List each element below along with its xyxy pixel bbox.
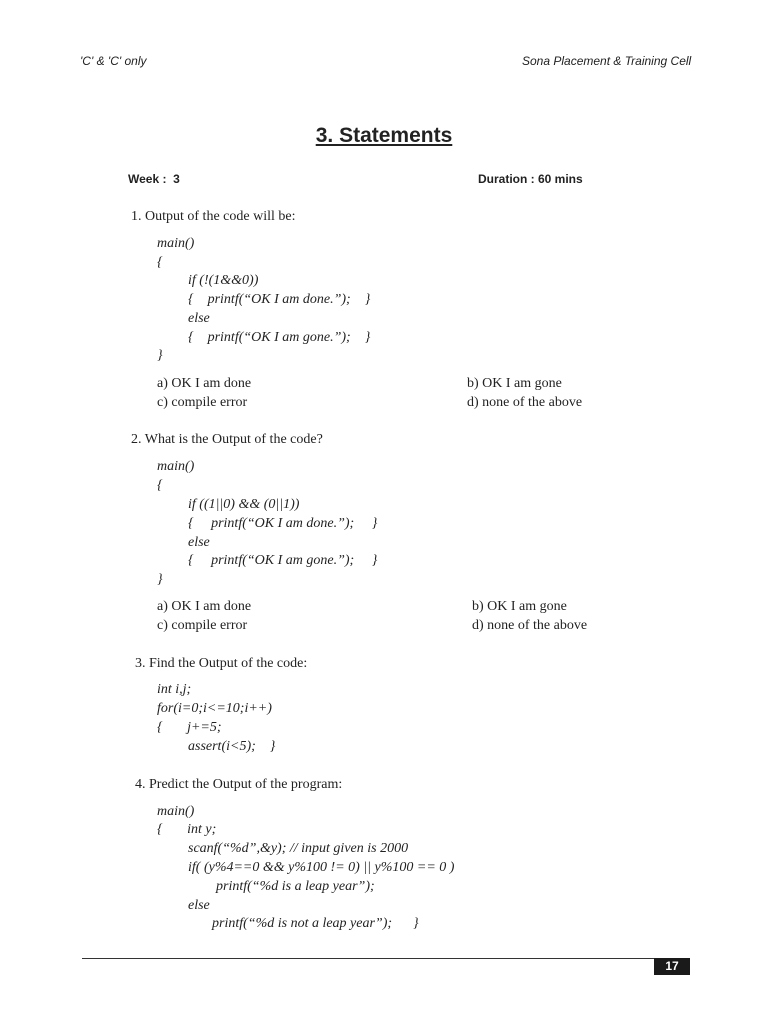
- option-d: d) none of the above: [467, 395, 583, 410]
- code-line: assert(i<5); }: [188, 739, 276, 754]
- code-line: else: [188, 898, 210, 913]
- code-line: { printf(“OK I am done.”); }: [188, 292, 371, 307]
- page-title: 3. Statements: [315, 124, 453, 147]
- code-line: main(): [157, 804, 195, 819]
- code-line: if (!(1&&0)): [188, 273, 259, 288]
- page-number: 17: [654, 958, 690, 975]
- code-line: scanf(“%d”,&y); // input given is 2000: [188, 841, 409, 856]
- code-line: { printf(“OK I am gone.”); }: [188, 553, 378, 568]
- footer-rule: [82, 958, 690, 959]
- code-line: if ((1||0) && (0||1)): [188, 497, 300, 512]
- question-3-stem: 3. Find the Output of the code:: [135, 656, 308, 671]
- code-line: {: [157, 255, 163, 270]
- option-d: d) none of the above: [472, 618, 588, 633]
- code-line: for(i=0;i<=10;i++): [157, 701, 272, 716]
- code-line: else: [188, 535, 210, 550]
- code-line: { printf(“OK I am done.”); }: [188, 516, 378, 531]
- question-2-stem: 2. What is the Output of the code?: [131, 432, 323, 447]
- code-line: main(): [157, 459, 195, 474]
- header-right: Sona Placement & Training Cell: [522, 54, 692, 68]
- code-line: { int y;: [157, 822, 217, 837]
- option-a: a) OK I am done: [157, 599, 252, 614]
- code-line: printf(“%d is not a leap year”); }: [212, 916, 419, 931]
- option-a: a) OK I am done: [157, 376, 252, 391]
- question-1-stem: 1. Output of the code will be:: [131, 209, 296, 224]
- code-line: if( (y%4==0 && y%100 != 0) || y%100 == 0 ): [188, 860, 455, 875]
- code-line: {: [157, 478, 163, 493]
- code-line: else: [188, 311, 210, 326]
- option-b: b) OK I am gone: [467, 376, 562, 391]
- code-line: { j+=5;: [157, 720, 222, 735]
- week-label: Week : 3: [128, 172, 180, 186]
- header-left: 'C' & 'C' only: [80, 54, 147, 68]
- code-line: int i,j;: [157, 682, 192, 697]
- option-b: b) OK I am gone: [472, 599, 567, 614]
- code-line: }: [157, 572, 163, 587]
- question-4-stem: 4. Predict the Output of the program:: [135, 777, 343, 792]
- option-c: c) compile error: [157, 618, 248, 633]
- duration-label: Duration : 60 mins: [478, 172, 583, 186]
- option-c: c) compile error: [157, 395, 248, 410]
- code-line: }: [157, 348, 163, 363]
- code-line: main(): [157, 236, 195, 251]
- code-line: printf(“%d is a leap year”);: [216, 879, 375, 894]
- code-line: { printf(“OK I am gone.”); }: [188, 330, 371, 345]
